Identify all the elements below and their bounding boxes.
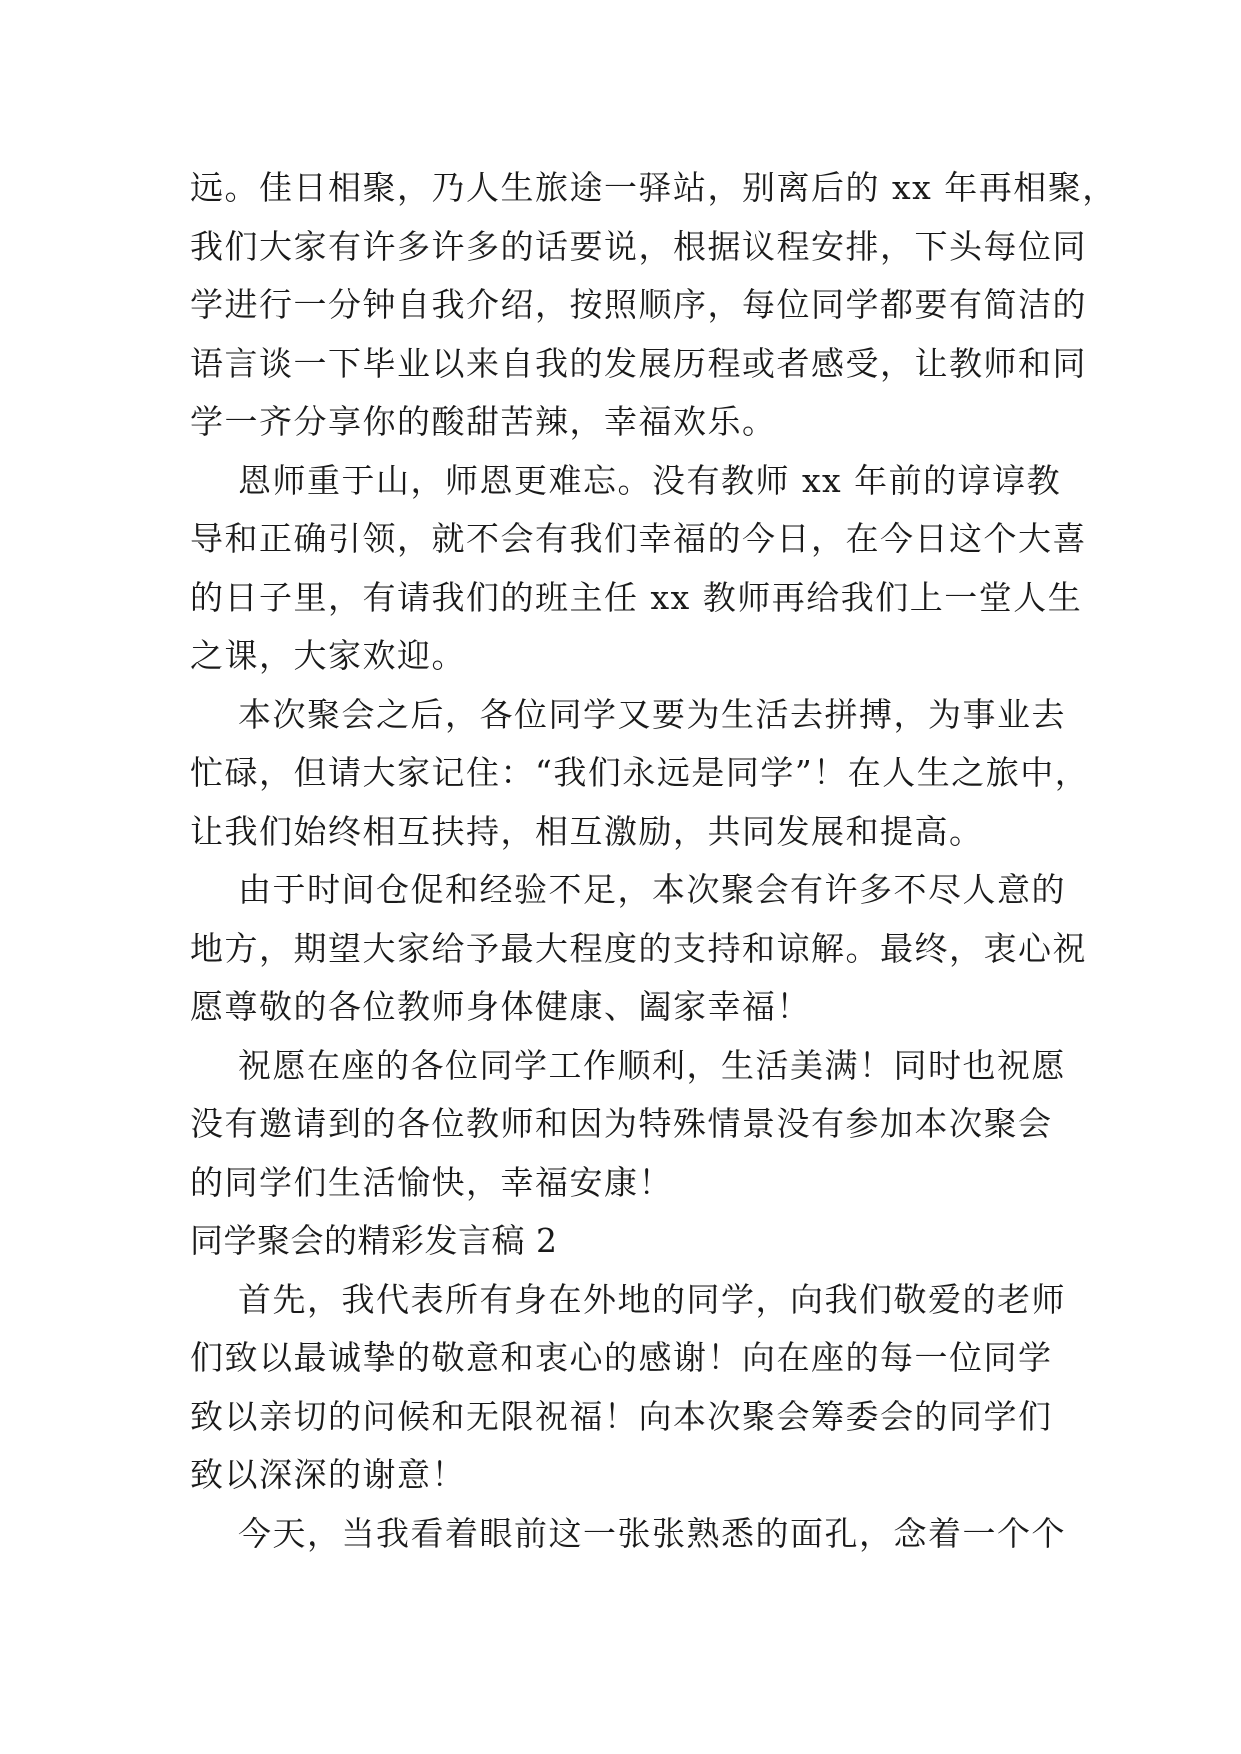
- text-line: 由于时间仓促和经验不足，本次聚会有许多不尽人意的: [190, 870, 1066, 909]
- text-line: 们致以最诚挚的敬意和衷心的感谢！向在座的每一位同学: [190, 1338, 1053, 1377]
- text-line: 之课，大家欢迎。: [190, 636, 466, 675]
- text-line: 没有邀请到的各位教师和因为特殊情景没有参加本次聚会: [190, 1104, 1053, 1143]
- text-line: 愿尊敬的各位教师身体健康、阖家幸福！: [190, 987, 811, 1026]
- text-line: 致以深深的谢意！: [190, 1455, 466, 1494]
- text-line: 致以亲切的问候和无限祝福！向本次聚会筹委会的同学们: [190, 1396, 1053, 1436]
- text-line: 的日子里，有请我们的班主任 xx 教师再给我们上一堂人生: [190, 577, 1083, 617]
- text-line: 地方，期望大家给予最大程度的支持和谅解。最终，衷心祝: [190, 928, 1087, 968]
- text-line: 忙碌，但请大家记住：“我们永远是同学”！在人生之旅中，: [190, 753, 1090, 792]
- section-heading: 同学聚会的精彩发言稿 2: [190, 1221, 558, 1260]
- text-line: 首先，我代表所有身在外地的同学，向我们敬爱的老师: [190, 1279, 1066, 1319]
- text-line: 让我们始终相互扶持，相互激励，共同发展和提高。: [190, 811, 984, 851]
- document-body: [190, 159, 1117, 1563]
- text-line: 远。佳日相聚，乃人生旅途一驿站，别离后的 xx 年再相聚，: [190, 168, 1117, 207]
- text-line: 学一齐分享你的酸甜苦辣，幸福欢乐。: [190, 402, 777, 441]
- text-line: 祝愿在座的各位同学工作顺利，生活美满！同时也祝愿: [190, 1045, 1066, 1085]
- text-line: 今天，当我看着眼前这一张张熟悉的面孔，念着一个个: [190, 1513, 1066, 1553]
- text-line: 语言谈一下毕业以来自我的发展历程或者感受，让教师和同: [190, 343, 1087, 383]
- text-line: 我们大家有许多许多的话要说，根据议程安排，下头每位同: [190, 226, 1087, 266]
- text-line: 学进行一分钟自我介绍，按照顺序，每位同学都要有简洁的: [190, 285, 1087, 324]
- text-line: 恩师重于山，师恩更难忘。没有教师 xx 年前的谆谆教: [190, 460, 1062, 500]
- text-line: 的同学们生活愉快，幸福安康！: [190, 1162, 673, 1202]
- text-line: 本次聚会之后，各位同学又要为生活去拼搏，为事业去: [190, 694, 1066, 734]
- text-line: 导和正确引领，就不会有我们幸福的今日，在今日这个大喜: [190, 519, 1087, 558]
